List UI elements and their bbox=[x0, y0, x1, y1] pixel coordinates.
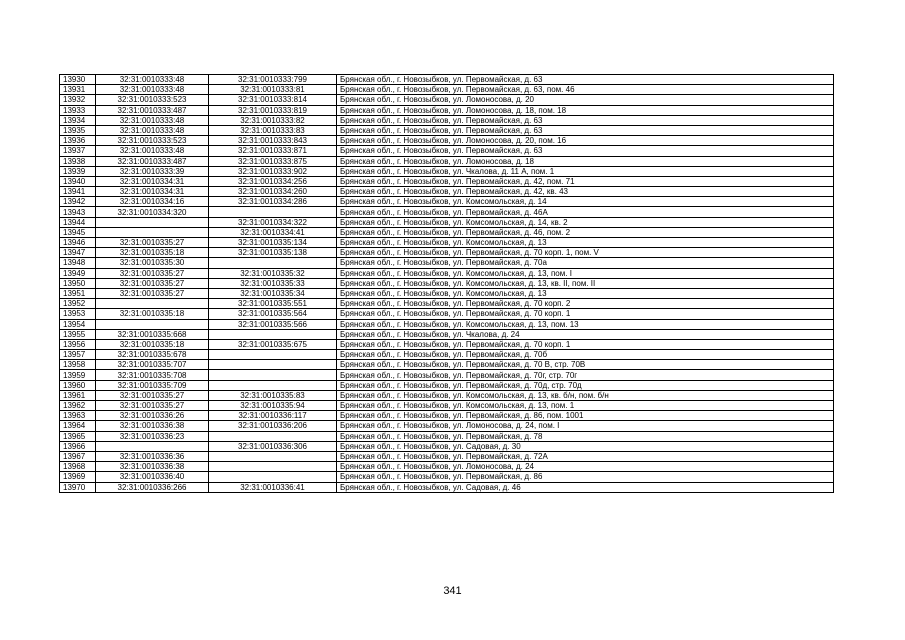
row-number-cell: 13959 bbox=[60, 370, 96, 380]
table-row bbox=[60, 370, 834, 380]
object-number-cell: 32:31:0010333:83 bbox=[209, 125, 337, 135]
table-row bbox=[60, 105, 834, 115]
parcel-number-cell: 32:31:0010335:27 bbox=[96, 268, 209, 278]
parcel-number-cell: 32:31:0010336:36 bbox=[96, 451, 209, 461]
address-cell: Брянская обл., г. Новозыбков, ул. Первомайская, д. 70 В, стр. 70В bbox=[337, 360, 834, 370]
table-row bbox=[60, 258, 834, 268]
parcel-number-cell: 32:31:0010335:18 bbox=[96, 309, 209, 319]
address-cell: Брянская обл., г. Новозыбков, ул. Комсомольская, д. 13, кв. б/н, пом. б/н bbox=[337, 390, 834, 400]
parcel-number-cell: 32:31:0010336:266 bbox=[96, 482, 209, 492]
table-row bbox=[60, 75, 834, 85]
row-number-cell: 13950 bbox=[60, 278, 96, 288]
address-cell: Брянская обл., г. Новозыбков, ул. Ломоносова, д. 20 bbox=[337, 95, 834, 105]
row-number-cell: 13938 bbox=[60, 156, 96, 166]
address-cell: Брянская обл., г. Новозыбков, ул. Первомайская, д. 46А bbox=[337, 207, 834, 217]
parcel-number-cell: 32:31:0010335:27 bbox=[96, 288, 209, 298]
row-number-cell: 13936 bbox=[60, 136, 96, 146]
table-body bbox=[60, 75, 834, 493]
object-number-cell bbox=[209, 370, 337, 380]
object-number-cell: 32:31:0010334:41 bbox=[209, 227, 337, 237]
parcel-number-cell: 32:31:0010333:487 bbox=[96, 156, 209, 166]
parcel-number-cell: 32:31:0010335:668 bbox=[96, 329, 209, 339]
table-row bbox=[60, 451, 834, 461]
table-row bbox=[60, 431, 834, 441]
row-number-cell: 13932 bbox=[60, 95, 96, 105]
address-cell: Брянская обл., г. Новозыбков, ул. Комсомольская, д. 14, кв. 2 bbox=[337, 217, 834, 227]
row-number-cell: 13962 bbox=[60, 401, 96, 411]
object-number-cell bbox=[209, 329, 337, 339]
address-cell: Брянская обл., г. Новозыбков, ул. Первомайская, д. 46, пом. 2 bbox=[337, 227, 834, 237]
object-number-cell: 32:31:0010333:81 bbox=[209, 85, 337, 95]
row-number-cell: 13967 bbox=[60, 451, 96, 461]
parcel-number-cell: 32:31:0010334:16 bbox=[96, 197, 209, 207]
address-cell: Брянская обл., г. Новозыбков, ул. Первомайская, д. 86 bbox=[337, 472, 834, 482]
address-cell: Брянская обл., г. Новозыбков, ул. Садовая, д. 30 bbox=[337, 441, 834, 451]
object-number-cell: 32:31:0010336:117 bbox=[209, 411, 337, 421]
table-row bbox=[60, 482, 834, 492]
table-row bbox=[60, 136, 834, 146]
address-cell: Брянская обл., г. Новозыбков, ул. Ломоносова, д. 18 bbox=[337, 156, 834, 166]
parcel-number-cell: 32:31:0010335:708 bbox=[96, 370, 209, 380]
object-number-cell: 32:31:0010335:675 bbox=[209, 339, 337, 349]
object-number-cell: 32:31:0010336:41 bbox=[209, 482, 337, 492]
row-number-cell: 13961 bbox=[60, 390, 96, 400]
parcel-number-cell: 32:31:0010334:320 bbox=[96, 207, 209, 217]
object-number-cell: 32:31:0010335:94 bbox=[209, 401, 337, 411]
table-row bbox=[60, 350, 834, 360]
address-cell: Брянская обл., г. Новозыбков, ул. Ломоносова, д. 20, пом. 16 bbox=[337, 136, 834, 146]
row-number-cell: 13968 bbox=[60, 462, 96, 472]
address-cell: Брянская обл., г. Новозыбков, ул. Комсомольская, д. 13, пом. 1 bbox=[337, 401, 834, 411]
row-number-cell: 13945 bbox=[60, 227, 96, 237]
parcel-number-cell bbox=[96, 227, 209, 237]
row-number-cell: 13947 bbox=[60, 248, 96, 258]
table-row bbox=[60, 268, 834, 278]
table-row bbox=[60, 329, 834, 339]
object-number-cell: 32:31:0010334:256 bbox=[209, 176, 337, 186]
object-number-cell: 32:31:0010335:566 bbox=[209, 319, 337, 329]
table-row bbox=[60, 441, 834, 451]
parcel-number-cell: 32:31:0010335:30 bbox=[96, 258, 209, 268]
object-number-cell: 32:31:0010333:799 bbox=[209, 75, 337, 85]
row-number-cell: 13942 bbox=[60, 197, 96, 207]
object-number-cell: 32:31:0010334:260 bbox=[209, 187, 337, 197]
row-number-cell: 13954 bbox=[60, 319, 96, 329]
parcel-number-cell: 32:31:0010335:27 bbox=[96, 401, 209, 411]
table-row bbox=[60, 95, 834, 105]
address-cell: Брянская обл., г. Новозыбков, ул. Комсомольская, д. 13 bbox=[337, 288, 834, 298]
table-row bbox=[60, 176, 834, 186]
table-row bbox=[60, 339, 834, 349]
parcel-number-cell: 32:31:0010333:48 bbox=[96, 75, 209, 85]
address-cell: Брянская обл., г. Новозыбков, ул. Ломоносова, д. 24 bbox=[337, 462, 834, 472]
object-number-cell bbox=[209, 350, 337, 360]
address-cell: Брянская обл., г. Новозыбков, ул. Первомайская, д. 63, пом. 46 bbox=[337, 85, 834, 95]
row-number-cell: 13943 bbox=[60, 207, 96, 217]
row-number-cell: 13951 bbox=[60, 288, 96, 298]
parcel-number-cell: 32:31:0010336:40 bbox=[96, 472, 209, 482]
table-row bbox=[60, 472, 834, 482]
parcel-number-cell bbox=[96, 217, 209, 227]
parcel-number-cell: 32:31:0010335:27 bbox=[96, 278, 209, 288]
address-cell: Брянская обл., г. Новозыбков, ул. Первомайская, д. 70д, стр. 70д bbox=[337, 380, 834, 390]
parcel-number-cell: 32:31:0010335:707 bbox=[96, 360, 209, 370]
table-row bbox=[60, 187, 834, 197]
parcel-number-cell: 32:31:0010336:26 bbox=[96, 411, 209, 421]
address-cell: Брянская обл., г. Новозыбков, ул. Первомайская, д. 42, пом. 71 bbox=[337, 176, 834, 186]
table-row bbox=[60, 227, 834, 237]
address-cell: Брянская обл., г. Новозыбков, ул. Первомайская, д. 70б bbox=[337, 350, 834, 360]
address-cell: Брянская обл., г. Новозыбков, ул. Первомайская, д. 72А bbox=[337, 451, 834, 461]
parcel-number-cell bbox=[96, 319, 209, 329]
object-number-cell: 32:31:0010335:134 bbox=[209, 238, 337, 248]
row-number-cell: 13949 bbox=[60, 268, 96, 278]
table-row bbox=[60, 217, 834, 227]
row-number-cell: 13955 bbox=[60, 329, 96, 339]
object-number-cell: 32:31:0010333:843 bbox=[209, 136, 337, 146]
parcel-number-cell: 32:31:0010333:523 bbox=[96, 136, 209, 146]
table-row bbox=[60, 360, 834, 370]
row-number-cell: 13944 bbox=[60, 217, 96, 227]
address-cell: Брянская обл., г. Новозыбков, ул. Первомайская, д. 63 bbox=[337, 75, 834, 85]
row-number-cell: 13963 bbox=[60, 411, 96, 421]
object-number-cell: 32:31:0010335:32 bbox=[209, 268, 337, 278]
object-number-cell: 32:31:0010336:206 bbox=[209, 421, 337, 431]
object-number-cell bbox=[209, 360, 337, 370]
table-row bbox=[60, 166, 834, 176]
row-number-cell: 13960 bbox=[60, 380, 96, 390]
address-cell: Брянская обл., г. Новозыбков, ул. Первомайская, д. 70г, стр. 70г bbox=[337, 370, 834, 380]
object-number-cell: 32:31:0010335:83 bbox=[209, 390, 337, 400]
object-number-cell bbox=[209, 472, 337, 482]
row-number-cell: 13940 bbox=[60, 176, 96, 186]
object-number-cell bbox=[209, 207, 337, 217]
address-cell: Брянская обл., г. Новозыбков, ул. Первомайская, д. 70 корп. 1, пом. V bbox=[337, 248, 834, 258]
row-number-cell: 13934 bbox=[60, 115, 96, 125]
address-cell: Брянская обл., г. Новозыбков, ул. Первомайская, д. 63 bbox=[337, 146, 834, 156]
address-cell: Брянская обл., г. Новозыбков, ул. Первомайская, д. 70а bbox=[337, 258, 834, 268]
row-number-cell: 13935 bbox=[60, 125, 96, 135]
object-number-cell bbox=[209, 431, 337, 441]
address-cell: Брянская обл., г. Новозыбков, ул. Ломоносова, д. 18, пом. 18 bbox=[337, 105, 834, 115]
table-row bbox=[60, 288, 834, 298]
object-number-cell: 32:31:0010333:814 bbox=[209, 95, 337, 105]
address-cell: Брянская обл., г. Новозыбков, ул. Комсомольская, д. 13, кв. II, пом. II bbox=[337, 278, 834, 288]
object-number-cell bbox=[209, 380, 337, 390]
object-number-cell: 32:31:0010333:875 bbox=[209, 156, 337, 166]
parcel-number-cell: 32:31:0010334:31 bbox=[96, 176, 209, 186]
row-number-cell: 13964 bbox=[60, 421, 96, 431]
address-cell: Брянская обл., г. Новозыбков, ул. Комсомольская, д. 13, пом. I bbox=[337, 268, 834, 278]
address-cell: Брянская обл., г. Новозыбков, ул. Первомайская, д. 78 bbox=[337, 431, 834, 441]
object-number-cell: 32:31:0010333:82 bbox=[209, 115, 337, 125]
address-cell: Брянская обл., г. Новозыбков, ул. Комсомольская, д. 14 bbox=[337, 197, 834, 207]
object-number-cell: 32:31:0010335:34 bbox=[209, 288, 337, 298]
table-row bbox=[60, 197, 834, 207]
object-number-cell: 32:31:0010335:33 bbox=[209, 278, 337, 288]
parcel-number-cell: 32:31:0010333:487 bbox=[96, 105, 209, 115]
parcel-number-cell: 32:31:0010335:27 bbox=[96, 238, 209, 248]
address-cell: Брянская обл., г. Новозыбков, ул. Первомайская, д. 63 bbox=[337, 125, 834, 135]
parcel-number-cell: 32:31:0010333:48 bbox=[96, 85, 209, 95]
parcel-number-cell: 32:31:0010335:709 bbox=[96, 380, 209, 390]
row-number-cell: 13941 bbox=[60, 187, 96, 197]
object-number-cell: 32:31:0010333:902 bbox=[209, 166, 337, 176]
address-cell: Брянская обл., г. Новозыбков, ул. Первомайская, д. 70 корп. 1 bbox=[337, 309, 834, 319]
parcel-number-cell: 32:31:0010335:678 bbox=[96, 350, 209, 360]
address-cell: Брянская обл., г. Новозыбков, ул. Первомайская, д. 42, кв. 43 bbox=[337, 187, 834, 197]
table-row bbox=[60, 248, 834, 258]
parcel-number-cell: 32:31:0010333:523 bbox=[96, 95, 209, 105]
table-row bbox=[60, 309, 834, 319]
parcel-number-cell: 32:31:0010333:48 bbox=[96, 115, 209, 125]
row-number-cell: 13933 bbox=[60, 105, 96, 115]
address-cell: Брянская обл., г. Новозыбков, ул. Первомайская, д. 63 bbox=[337, 115, 834, 125]
object-number-cell: 32:31:0010334:322 bbox=[209, 217, 337, 227]
object-number-cell: 32:31:0010335:138 bbox=[209, 248, 337, 258]
address-cell: Брянская обл., г. Новозыбков, ул. Ломоносова, д. 24, пом. I bbox=[337, 421, 834, 431]
address-cell: Брянская обл., г. Новозыбков, ул. Комсомольская, д. 13, пом. 13 bbox=[337, 319, 834, 329]
table-row bbox=[60, 299, 834, 309]
row-number-cell: 13931 bbox=[60, 85, 96, 95]
row-number-cell: 13958 bbox=[60, 360, 96, 370]
row-number-cell: 13946 bbox=[60, 238, 96, 248]
parcel-number-cell: 32:31:0010335:18 bbox=[96, 339, 209, 349]
table-row bbox=[60, 146, 834, 156]
row-number-cell: 13970 bbox=[60, 482, 96, 492]
address-cell: Брянская обл., г. Новозыбков, ул. Чкалова, д. 11 А, пом. 1 bbox=[337, 166, 834, 176]
page-number: 341 bbox=[443, 585, 462, 597]
object-number-cell: 32:31:0010333:871 bbox=[209, 146, 337, 156]
address-cell: Брянская обл., г. Новозыбков, ул. Первомайская, д. 70 корп. 1 bbox=[337, 339, 834, 349]
table-row bbox=[60, 238, 834, 248]
row-number-cell: 13952 bbox=[60, 299, 96, 309]
table-row bbox=[60, 319, 834, 329]
row-number-cell: 13930 bbox=[60, 75, 96, 85]
object-number-cell: 32:31:0010335:551 bbox=[209, 299, 337, 309]
table-row bbox=[60, 115, 834, 125]
parcel-number-cell: 32:31:0010333:39 bbox=[96, 166, 209, 176]
parcel-number-cell: 32:31:0010335:27 bbox=[96, 390, 209, 400]
table-row bbox=[60, 411, 834, 421]
row-number-cell: 13966 bbox=[60, 441, 96, 451]
row-number-cell: 13948 bbox=[60, 258, 96, 268]
row-number-cell: 13953 bbox=[60, 309, 96, 319]
row-number-cell: 13939 bbox=[60, 166, 96, 176]
address-cell: Брянская обл., г. Новозыбков, ул. Чкалова, д. 24 bbox=[337, 329, 834, 339]
parcel-number-cell: 32:31:0010336:23 bbox=[96, 431, 209, 441]
table-row bbox=[60, 421, 834, 431]
parcel-number-cell: 32:31:0010333:48 bbox=[96, 125, 209, 135]
table-row bbox=[60, 390, 834, 400]
parcel-number-cell: 32:31:0010334:31 bbox=[96, 187, 209, 197]
table-row bbox=[60, 401, 834, 411]
parcel-number-cell: 32:31:0010335:18 bbox=[96, 248, 209, 258]
row-number-cell: 13965 bbox=[60, 431, 96, 441]
address-cell: Брянская обл., г. Новозыбков, ул. Первомайская, д. 70 корп. 2 bbox=[337, 299, 834, 309]
object-number-cell: 32:31:0010335:564 bbox=[209, 309, 337, 319]
object-number-cell bbox=[209, 462, 337, 472]
table-row bbox=[60, 462, 834, 472]
address-cell: Брянская обл., г. Новозыбков, ул. Первомайская, д. 86, пом. 1001 bbox=[337, 411, 834, 421]
object-number-cell bbox=[209, 451, 337, 461]
parcel-number-cell: 32:31:0010333:48 bbox=[96, 146, 209, 156]
table-row bbox=[60, 156, 834, 166]
table-row bbox=[60, 207, 834, 217]
parcel-number-cell bbox=[96, 441, 209, 451]
parcel-number-cell bbox=[96, 299, 209, 309]
row-number-cell: 13937 bbox=[60, 146, 96, 156]
address-cell: Брянская обл., г. Новозыбков, ул. Садовая, д. 46 bbox=[337, 482, 834, 492]
row-number-cell: 13969 bbox=[60, 472, 96, 482]
parcel-number-cell: 32:31:0010336:38 bbox=[96, 421, 209, 431]
cadastral-table bbox=[59, 74, 834, 493]
row-number-cell: 13956 bbox=[60, 339, 96, 349]
table-row bbox=[60, 278, 834, 288]
table-row bbox=[60, 125, 834, 135]
object-number-cell: 32:31:0010336:306 bbox=[209, 441, 337, 451]
object-number-cell: 32:31:0010334:286 bbox=[209, 197, 337, 207]
object-number-cell bbox=[209, 258, 337, 268]
address-cell: Брянская обл., г. Новозыбков, ул. Комсомольская, д. 13 bbox=[337, 238, 834, 248]
row-number-cell: 13957 bbox=[60, 350, 96, 360]
parcel-number-cell: 32:31:0010336:38 bbox=[96, 462, 209, 472]
object-number-cell: 32:31:0010333:819 bbox=[209, 105, 337, 115]
table-row bbox=[60, 380, 834, 390]
table-row bbox=[60, 85, 834, 95]
